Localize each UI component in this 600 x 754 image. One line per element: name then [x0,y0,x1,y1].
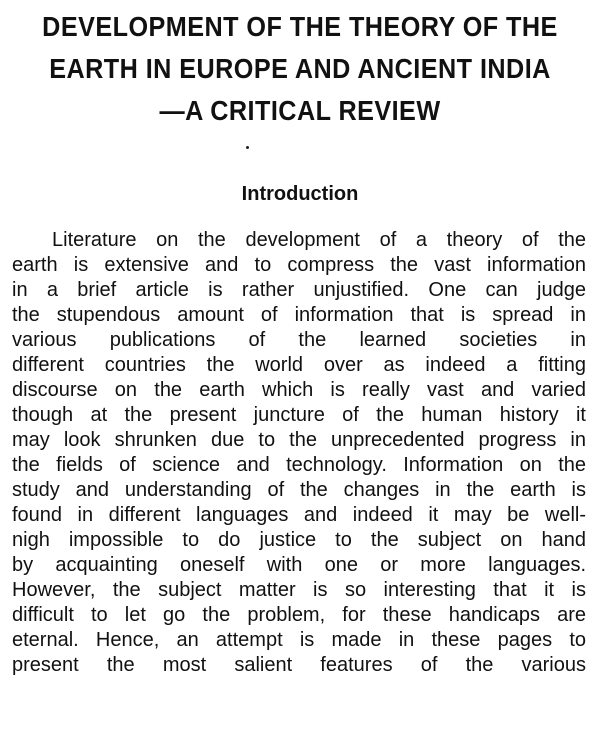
paragraph-line: in a brief article is rather unjustified. One can judge [12,279,586,301]
paragraph-line: difficult to let go the problem, for these handicaps are [12,604,586,626]
paragraph-line: found in different languages and indeed it may be well- [12,504,586,526]
paragraph-line: discourse on the earth which is really vast and varied [12,379,586,401]
paragraph-line: However, the subject matter is so interesting that it is [12,579,586,601]
section-heading: Introduction [241,183,359,205]
body-paragraph [12,228,586,678]
paragraph-line: though at the present juncture of the human history it [12,404,586,426]
title-line-1: DEVELOPMENT OF THE THEORY OF THE [42,11,558,42]
paragraph-line: present the most salient features of the various [12,654,586,676]
paragraph-line: various publications of the learned societies in [12,329,586,351]
paragraph-line: nigh impossible to do justice to the subject on hand [12,529,586,551]
paragraph-line: earth is extensive and to compress the vast information [12,254,586,276]
paragraph-line: study and understanding of the changes in the earth is [12,479,586,501]
article-title [39,6,561,132]
title-line-2: EARTH IN EUROPE AND ANCIENT INDIA [49,53,551,84]
title-line-3: —A CRITICAL REVIEW [159,95,441,126]
print-speck [246,146,249,149]
paragraph-line: may look shrunken due to the unprecedented progress in [12,429,586,451]
paragraph-line: different countries the world over as indeed a fitting [12,354,586,376]
paragraph-line: the stupendous amount of information that is spread in [12,304,586,326]
paragraph-line: eternal. Hence, an attempt is made in these pages to [12,629,586,651]
paragraph-line: by acquainting oneself with one or more languages. [12,554,586,576]
paragraph-line: Literature on the development of a theory of the [52,229,586,251]
paragraph-line: the fields of science and technology. Information on the [12,454,586,476]
